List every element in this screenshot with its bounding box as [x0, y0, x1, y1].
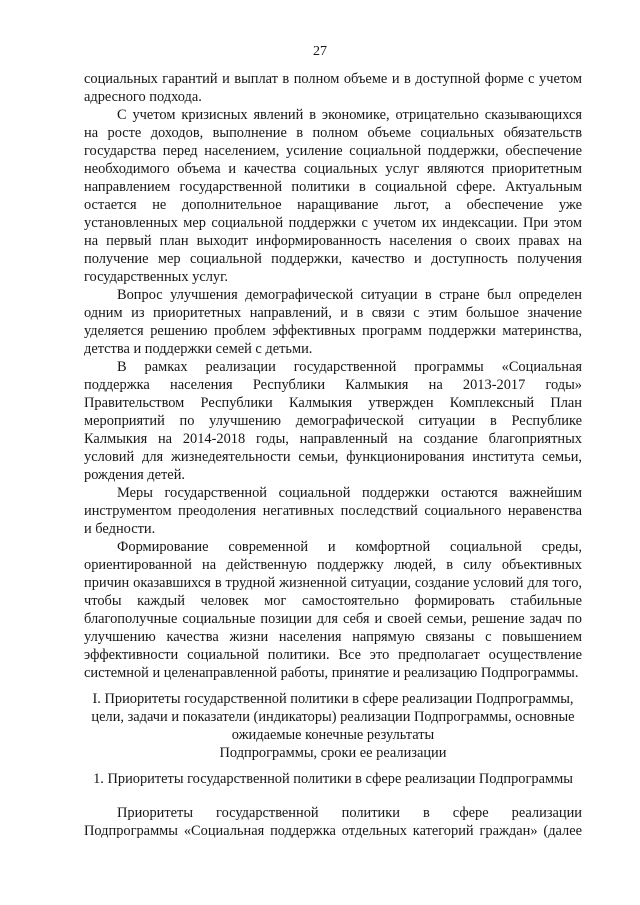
text-line: поддержка населения Республики Калмыкия на 2013-2017 годы» — [84, 377, 582, 393]
text-line: С учетом кризисных явлений в экономике, отрицательно сказывающихся — [117, 107, 582, 123]
text-line: системной и целенаправленной работы, принятие и реализацию Подпрограммы. — [84, 665, 579, 681]
text-line: детства и поддержки семей с детьми. — [84, 341, 313, 357]
text-line: ориентированной на действенную поддержку людей, в силу объективных — [84, 557, 582, 573]
text-line: установленных мер социальной поддержки с учетом их индексации. При этом — [84, 215, 582, 231]
text-line: направлением государственной политики в социальной сфере. Актуальным — [84, 179, 582, 195]
text-line: Подпрограммы «Социальная поддержка отдельных категорий граждан» (далее — [84, 823, 582, 839]
text-line: и бедности. — [84, 521, 156, 537]
text-line: Правительством Республики Калмыкия утвержден Комплексный План — [84, 395, 582, 411]
text-line: эффективности социальной политики. Все это предполагает осуществление — [84, 647, 582, 663]
text-line: Приоритеты государственной политики в сфере реализации — [117, 805, 582, 821]
text-line: Калмыкия на 2014-2018 годы, направленный на создание благоприятных — [84, 431, 582, 447]
text-line: причин оказавшихся в трудной жизненной ситуации, создание условий для того, — [84, 575, 582, 591]
section-heading: ожидаемые конечные результаты — [231, 727, 435, 743]
section-heading: I. Приоритеты государственной политики в сфере реализации Подпрограммы, — [92, 691, 574, 707]
subsection-heading: 1. Приоритеты государственной политики в сфере реализации Подпрограммы — [93, 771, 573, 787]
text-line: необходимого объема и качества социальных услуг являются приоритетным — [84, 161, 582, 177]
text-line: остается не дополнительное наращивание льгот, а обеспечение уже — [84, 197, 582, 213]
text-line: Вопрос улучшения демографической ситуации в стране был определен — [117, 287, 582, 303]
text-line: благополучные социальные позиции для себя и своей семьи, решение задач по — [84, 611, 582, 627]
page-number: 27 — [313, 44, 327, 59]
text-line: инструментом преодоления негативных последствий социального неравенства — [84, 503, 582, 519]
text-line: на первый план выходит информированность населения о своих правах на — [84, 233, 582, 249]
text-line: мероприятий по улучшению демографической ситуации в Республике — [84, 413, 582, 429]
text-line: государственных услуг. — [84, 269, 228, 285]
text-line: государства перед населением, усиление социальной поддержки, обеспечение — [84, 143, 582, 159]
text-line: одним из приоритетных направлений, и в связи с этим большое значение — [84, 305, 582, 321]
text-line: Меры государственной социальной поддержки остаются важнейшим — [117, 485, 582, 501]
text-line: чтобы каждый человек мог самостоятельно формировать стабильные — [84, 593, 582, 609]
text-line: получение мер социальной поддержки, качество и доступность получения — [84, 251, 582, 267]
text-line: Формирование современной и комфортной социальной среды, — [117, 539, 582, 555]
text-line: условий для жизнедеятельности семьи, функционирования института семьи, — [84, 449, 582, 465]
text-line: В рамках реализации государственной программы «Социальная — [117, 359, 582, 375]
section-heading: Подпрограммы, сроки ее реализации — [219, 745, 447, 761]
text-line: на росте доходов, выполнение в полном объеме социальных обязательств — [84, 125, 582, 141]
text-line: улучшению качества жизни населения напрямую связаны с повышением — [84, 629, 582, 645]
text-line: рождения детей. — [84, 467, 185, 483]
section-heading: цели, задачи и показатели (индикаторы) реализации Подпрограммы, основные — [91, 709, 575, 725]
text-line: социальных гарантий и выплат в полном объеме и в доступной форме с учетом — [84, 71, 582, 87]
text-line: уделяется решению проблем эффективных программ поддержки материнства, — [84, 323, 582, 339]
text-line: адресного подхода. — [84, 89, 202, 105]
